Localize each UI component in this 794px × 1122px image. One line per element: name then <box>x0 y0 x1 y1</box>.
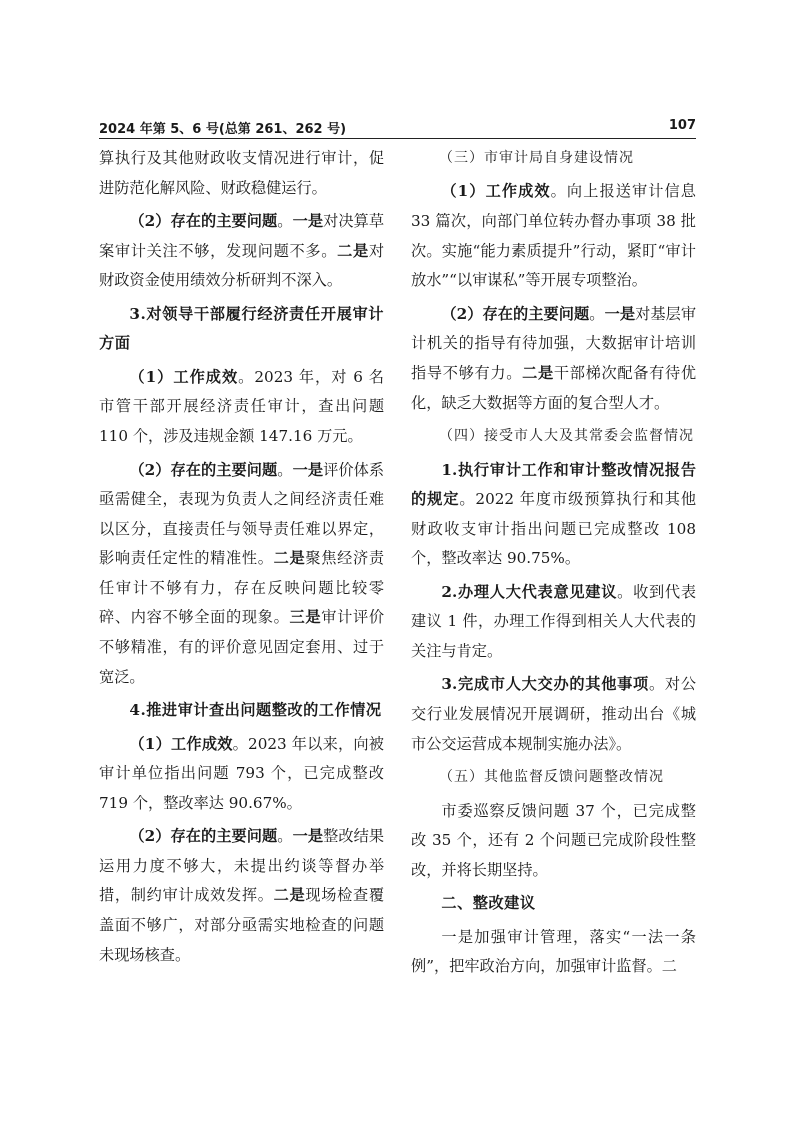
left-column <box>99 144 384 974</box>
paragraph: （2）存在的主要问题。一是评价体系亟需健全，表现为负责人之间经济责任难以区分，直接责任与领导责任难以界定，影响责任定性的精准性。二是聚焦经济责任审计不够有力，存在反映问题比较零碎、内容不够全面的现象。三是审计评价不够精准，有的评价意见固定套用、过于宽泛。 <box>99 460 385 686</box>
right-column <box>411 144 696 986</box>
paragraph: 1.执行审计工作和审计整改情况报告的规定。2022 年度市级预算执行和其他财政收支审计指出问题已完成整改 108 个，整改率达 90.75%。 <box>411 460 697 568</box>
keyword: 一是 <box>292 827 324 846</box>
issue-info: 2024 年第 5、6 号(总第 261、262 号) <box>99 122 347 137</box>
lead-phrase: （2）存在的主要问题 <box>129 827 278 846</box>
keyword: 三是 <box>289 608 322 627</box>
lead-phrase: （2）存在的主要问题 <box>129 460 278 479</box>
lead-phrase: （1）工作成效 <box>129 367 239 386</box>
section-heading: 4.推进审计查出问题整改的工作情况 <box>129 701 382 720</box>
paragraph: （2）存在的主要问题。一是对基层审计机关的指导有待加强，大数据审计培训指导不够有力。二是干部梯次配备有待优化，缺乏大数据等方面的复合型人才。 <box>411 304 697 412</box>
paragraph: （2）存在的主要问题。一是整改结果运用力度不够大，未提出约谈等督办举措，制约审计成效发挥。二是现场检查覆盖面不够广，对部分亟需实地检查的问题未现场核查。 <box>99 827 385 964</box>
lead-phrase: 2.办理人大代表意见建议 <box>441 582 618 601</box>
header-rule <box>99 138 696 139</box>
keyword: 二是 <box>273 886 306 905</box>
keyword: 一是 <box>604 304 636 323</box>
section-heading: 二、整改建议 <box>441 894 536 913</box>
section-heading: 3.对领导干部履行经济责任开展审计方面 <box>99 304 384 353</box>
keyword: 二是 <box>522 363 554 382</box>
keyword: 二是 <box>337 241 369 260</box>
keyword: 一是 <box>292 212 324 231</box>
paragraph: 3.完成市人大交办的其他事项。对公交行业发展情况开展调研，推动出台《城市公交运营成本规制实施办法》。 <box>411 675 697 753</box>
paragraph: 市委巡察反馈问题 37 个，已完成整改 35 个，还有 2 个问题已完成阶段性整改，并将长期坚持。 <box>411 801 696 879</box>
running-header <box>99 118 696 136</box>
keyword: 二是 <box>273 549 306 568</box>
paragraph: 2.办理人大代表意见建议。收到代表建议 1 件，办理工作得到相关人大代表的关注与肯定。 <box>411 582 697 660</box>
lead-phrase: （2）存在的主要问题 <box>129 212 278 231</box>
lead-phrase: （1）工作成效 <box>441 182 551 201</box>
paragraph: （2）存在的主要问题。一是对决算草案审计关注不够，发现问题不多。二是对财政资金使用绩效分析研判不深入。 <box>99 212 385 290</box>
subsection-heading: （四）接受市人大及其常委会监督情况 <box>439 428 694 445</box>
subsection-heading: （五）其他监督反馈问题整改情况 <box>439 769 664 786</box>
paragraph: （1）工作成效。向上报送审计信息 33 篇次，向部门单位转办督办事项 38 批次。实施“能力素质提升”行动，紧盯“审计放水”“以审谋私”等开展专项整治。 <box>411 182 696 290</box>
lead-phrase: 3.完成市人大交办的其他事项 <box>441 675 649 694</box>
paragraph: （1）工作成效。2023 年以来，向被审计单位指出问题 793 个，已完成整改 719 个，整改率达 90.67%。 <box>99 734 384 812</box>
lead-phrase: （2）存在的主要问题 <box>441 304 590 323</box>
lead-phrase: 1.执行审计工作和审计整改情况报告的规定 <box>411 460 696 509</box>
paragraph: 一是加强审计管理，落实“一法一条例”，把牢政治方向，加强审计监督。二 <box>411 927 696 976</box>
subsection-heading: （三）市审计局自身建设情况 <box>439 150 634 166</box>
paragraph: 算执行及其他财政收支情况进行审计，促进防范化解风险、财政稳健运行。 <box>99 149 384 197</box>
lead-phrase: （1）工作成效 <box>129 734 233 753</box>
keyword: 一是 <box>292 460 324 479</box>
page-number: 107 <box>668 118 696 133</box>
paragraph: （1）工作成效。2023 年，对 6 名市管干部开展经济责任审计，查出问题 110 个，涉及违规金额 147.16 万元。 <box>99 367 384 446</box>
